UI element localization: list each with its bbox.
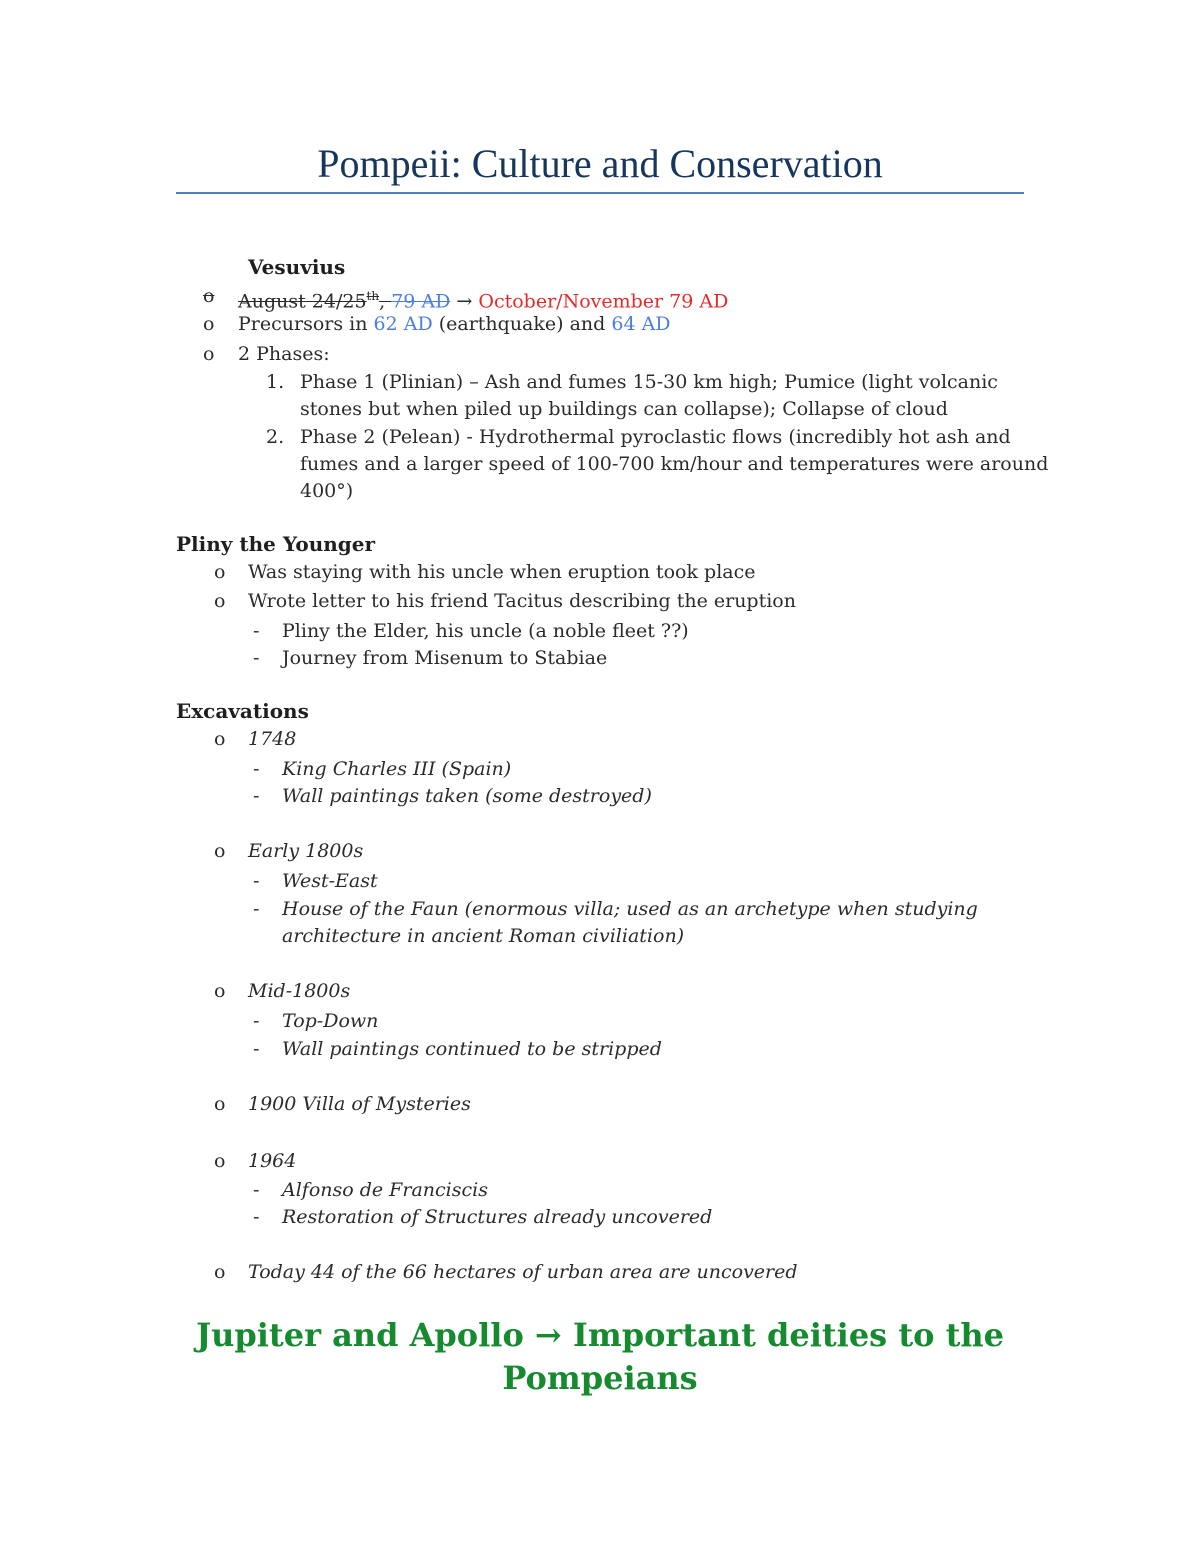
excavation-mid-sub-1: Top-Down xyxy=(282,1010,379,1032)
list-bullet: o xyxy=(203,285,215,307)
excavation-1964-sub-1: Alfonso de Franciscis xyxy=(282,1179,488,1201)
arrow-right-icon: → xyxy=(456,290,473,313)
excavation-early-1800s: Early 1800s xyxy=(248,840,364,862)
list-bullet: o xyxy=(214,1261,226,1283)
document-title: Pompeii: Culture and Conservation xyxy=(317,141,883,186)
list-dash: - xyxy=(253,1010,260,1032)
list-bullet: o xyxy=(214,1093,226,1115)
list-bullet: o xyxy=(214,590,226,612)
phase2-line1: Phase 2 (Pelean) - Hydrothermal pyroclastic flows (incredibly hot ash and xyxy=(300,426,1011,448)
old-date-suffix: th xyxy=(366,289,380,303)
pliny-sub-2: Journey from Misenum to Stabiae xyxy=(282,647,608,669)
excavation-mid-1800s: Mid-1800s xyxy=(248,980,351,1002)
excavations-heading: Excavations xyxy=(176,699,309,723)
list-dash: - xyxy=(253,647,260,669)
excavation-1748-sub-1: King Charles III (Spain) xyxy=(282,758,512,780)
list-dash: - xyxy=(253,1038,260,1060)
old-date-year: 79 AD xyxy=(391,290,451,313)
pliny-item-1: Was staying with his uncle when eruption took place xyxy=(248,561,756,583)
deities-heading-line2: Pompeians xyxy=(502,1359,698,1397)
list-dash: - xyxy=(253,785,260,807)
old-date-sep: , xyxy=(379,290,392,313)
pliny-item-2: Wrote letter to his friend Tacitus describing the eruption xyxy=(248,590,796,612)
list-bullet: o xyxy=(214,1150,226,1172)
vesuvius-heading: Vesuvius xyxy=(248,255,346,279)
phases-label: 2 Phases: xyxy=(238,343,330,365)
list-bullet: o xyxy=(214,561,226,583)
list-dash: - xyxy=(253,1179,260,1201)
year-64: 64 AD xyxy=(611,313,671,335)
excavation-1900: 1900 Villa of Mysteries xyxy=(248,1093,471,1115)
year-62: 62 AD xyxy=(373,313,433,335)
phase2-line2: fumes and a larger speed of 100-700 km/hour and temperatures were around xyxy=(300,453,1049,475)
date-line xyxy=(238,284,728,313)
excavation-early-sub-2-line2: architecture in ancient Roman civiliation) xyxy=(282,925,685,947)
excavation-1964: 1964 xyxy=(248,1150,297,1172)
excavation-1748: 1748 xyxy=(248,728,297,750)
deities-heading-line1: Jupiter and Apollo → Important deities to the xyxy=(195,1316,1004,1354)
phase1-line1: Phase 1 (Plinian) – Ash and fumes 15-30 km high; Pumice (light volcanic xyxy=(300,371,998,393)
list-dash: - xyxy=(253,870,260,892)
phase2-line3: 400°) xyxy=(300,480,354,502)
list-bullet: o xyxy=(214,728,226,750)
excavation-1964-sub-2: Restoration of Structures already uncovered xyxy=(282,1206,713,1228)
list-number: 2. xyxy=(266,426,285,448)
list-dash: - xyxy=(253,898,260,920)
excavation-early-sub-1: West-East xyxy=(282,870,378,892)
phase1-line2: stones but when piled up buildings can collapse); Collapse of cloud xyxy=(300,398,948,420)
corrected-date: October/November 79 AD xyxy=(478,290,729,313)
pliny-sub-1: Pliny the Elder, his uncle (a noble fleet ??) xyxy=(282,620,689,642)
pliny-heading: Pliny the Younger xyxy=(176,532,376,556)
excavation-early-sub-2-line1: House of the Faun (enormous villa; used as an archetype when studying xyxy=(282,898,978,920)
list-bullet: o xyxy=(214,840,226,862)
excavation-mid-sub-2: Wall paintings continued to be stripped xyxy=(282,1038,662,1060)
arrow-right-icon: → xyxy=(534,1316,562,1354)
list-number: 1. xyxy=(266,371,285,393)
list-bullet: o xyxy=(203,343,215,365)
precursors-line: Precursors in 62 AD (earthquake) and 64 AD xyxy=(238,313,671,335)
list-dash: - xyxy=(253,620,260,642)
list-dash: - xyxy=(253,1206,260,1228)
excavation-1748-sub-2: Wall paintings taken (some destroyed) xyxy=(282,785,652,807)
list-bullet: o xyxy=(214,980,226,1002)
title-underline xyxy=(176,192,1024,194)
list-dash: - xyxy=(253,758,260,780)
list-bullet: o xyxy=(203,313,215,335)
old-date: August 24/25 xyxy=(238,290,367,313)
excavation-today: Today 44 of the 66 hectares of urban area are uncovered xyxy=(248,1261,798,1283)
